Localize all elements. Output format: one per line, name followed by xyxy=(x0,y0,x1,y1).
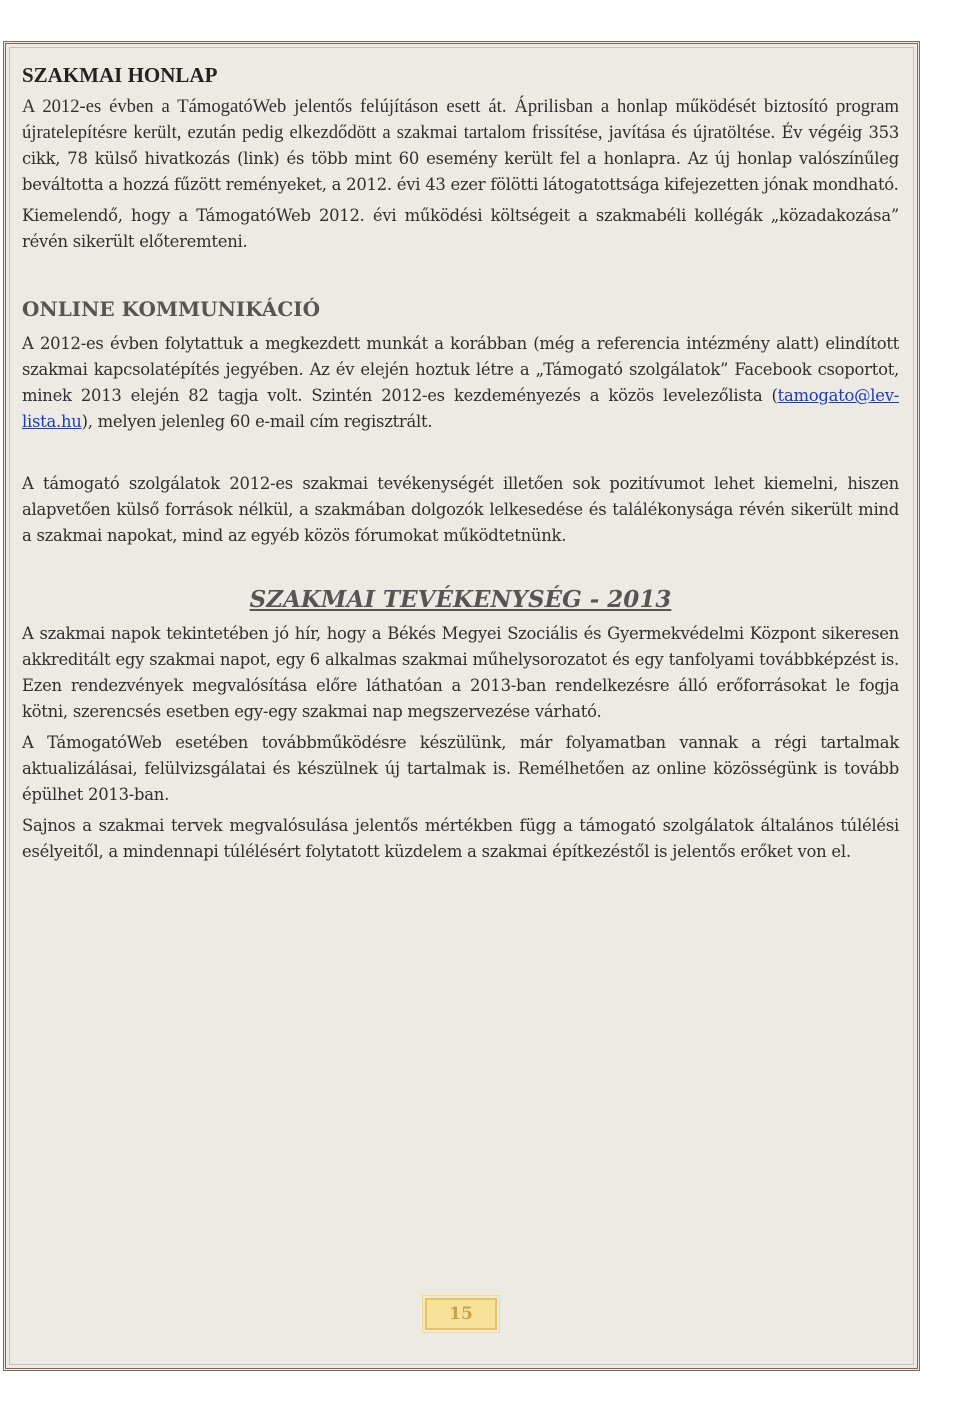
page-number-badge: 15 xyxy=(425,1298,497,1330)
heading-online-kommunikacio: ONLINE KOMMUNIKÁCIÓ xyxy=(22,297,321,321)
paragraph-honlap-1 xyxy=(22,94,899,198)
paragraph-online-1-end: ), melyen jelenleg 60 e-mail cím regisztrált. xyxy=(81,412,433,431)
paragraph-online-1 xyxy=(22,331,899,435)
paragraph-online-2: A támogató szolgálatok 2012-es szakmai tevékenységét illetően sok pozitívumot lehet kiemelni, hiszen alapvetően külső források nélkül, a szakmában dolgozók lelkesedése és találékonysága révén sikerült mind a szakmai napokat, mind az egyéb közös fórumokat működtetnünk. xyxy=(22,474,899,545)
document-content xyxy=(22,62,899,865)
paragraph-tevekenyseg-2: A TámogatóWeb esetében továbbműködésre készülünk, már folyamatban vannak a régi tartalmak aktualizálásai, felülvizsgálatai és készülnek új tartalmak is. Remélhetően az online közösségünk is tovább épülhet 2013-ban. xyxy=(22,733,899,804)
paragraph-tevekenyseg-3: Sajnos a szakmai tervek megvalósulása jelentős mértékben függ a támogató szolgálatok általános túlélési esélyeitől, a mindennapi túlélésért folytatott küzdelem a szakmai építkezéstől is jelentős erőket von el. xyxy=(22,816,899,861)
paragraph-honlap-1-part1: A 2012-es évben a TámogatóWeb jelentős felújításon esett át. Áprilisban a honlap működését biztosító program újratelepítésre került, ezután pedig elkezdődött a szakmai tartalom frissítése, javítása és újratöltése. xyxy=(22,96,899,143)
paragraph-online-1-text: A 2012-es évben folytattuk a megkezdett munkát a korábban (még a referencia intézmény alatt) elindított szakmai kapcsolatépítés jegyében. Az év elején hoztuk létre a „Támogató szolgálatok” Facebook csoportot, minek 2013 elején 82 tagja volt. Szintén 2012-es kezdeményezés a közös levelezőlista ( xyxy=(22,334,899,405)
paragraph-honlap-2: Kiemelendő, hogy a TámogatóWeb 2012. évi működési költségeit a szakmabéli kollégák „közadakozása” révén sikerült előteremteni. xyxy=(22,206,899,251)
paragraph-tevekenyseg-1: A szakmai napok tekintetében jó hír, hogy a Békés Megyei Szociális és Gyermekvédelmi Központ sikeresen akkreditált egy szakmai napot, egy 6 alkalmas szakmai műhelysorozatot és egy tanfolyami továbbképzést is. Ezen rendezvények megvalósítása előre láthatóan a 2013-ban rendelkezésre álló erőforrásokat le fogja kötni, szerencsés esetben egy-egy szakmai nap megszervezése várható. xyxy=(22,624,899,721)
mailing-list-link[interactable]: tamogato@lev-lista.hu xyxy=(22,386,899,431)
paragraph-honlap-1-part2: Év végéig 353 cikk, 78 külső hivatkozás (link) és több mint 60 esemény került fel a honlapra. Az új honlap valószínűleg beváltotta a hozzá fűzött reményeket, a 2012. évi 43 ezer fölötti látogatottsága kifejezetten jónak mondható. xyxy=(22,123,899,194)
heading-szakmai-honlap: SZAKMAI HONLAP xyxy=(22,63,218,87)
heading-szakmai-tevekenyseg-2013: SZAKMAI TEVÉKENYSÉG - 2013 xyxy=(249,586,672,613)
